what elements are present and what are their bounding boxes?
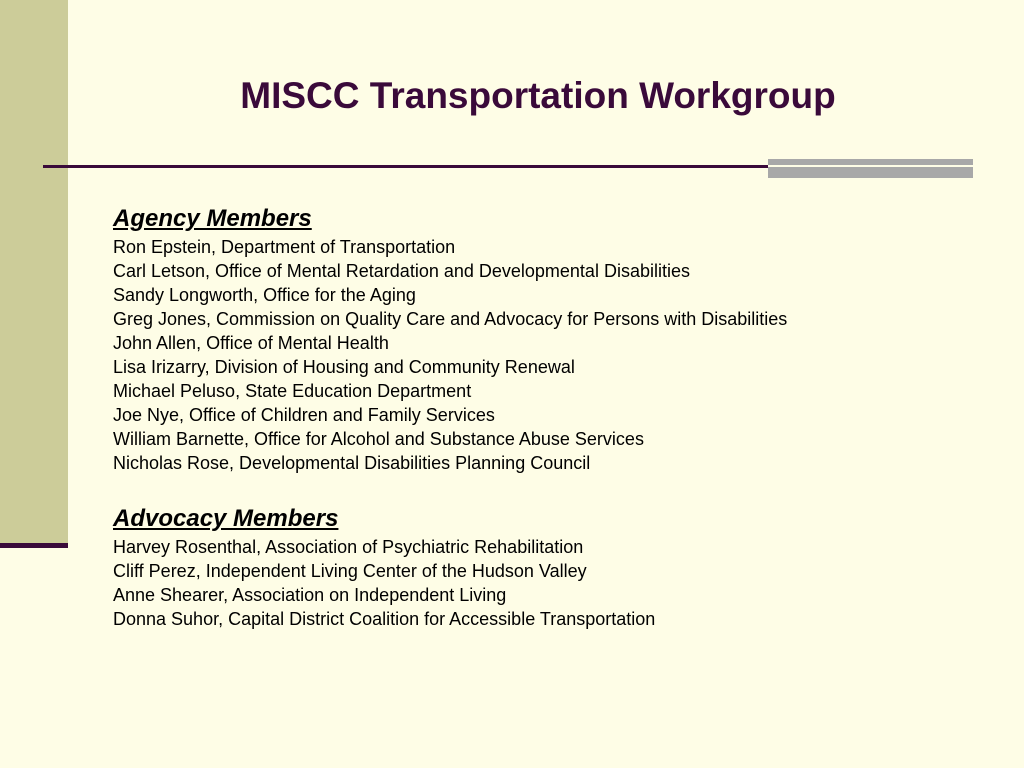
left-sidebar-bar <box>0 0 68 545</box>
list-item: Nicholas Rose, Developmental Disabilities Planning Council <box>113 453 591 473</box>
section-heading-agency: Agency Members <box>113 205 312 232</box>
list-item: Michael Peluso, State Education Department <box>113 381 472 401</box>
list-item: Cliff Perez, Independent Living Center of the Hudson Valley <box>113 561 587 581</box>
section-spacer <box>113 475 1003 503</box>
list-item: William Barnette, Office for Alcohol and Substance Abuse Services <box>113 429 644 449</box>
list-item: Greg Jones, Commission on Quality Care and Advocacy for Persons with Disabilities <box>113 309 788 329</box>
section-heading-advocacy: Advocacy Members <box>113 505 339 532</box>
list-item: Carl Letson, Office of Mental Retardation and Developmental Disabilities <box>113 261 690 281</box>
title-divider-line <box>43 165 768 168</box>
slide-title: MISCC Transportation Workgroup <box>240 75 836 116</box>
slide-content <box>113 203 1003 631</box>
list-item: Harvey Rosenthal, Association of Psychiatric Rehabilitation <box>113 537 584 557</box>
list-item: John Allen, Office of Mental Health <box>113 333 389 353</box>
left-sidebar-accent-line <box>0 543 68 548</box>
gray-bar-top <box>768 159 973 165</box>
list-item: Joe Nye, Office of Children and Family Services <box>113 405 495 425</box>
list-item: Anne Shearer, Association on Independent Living <box>113 585 507 605</box>
title-divider-gray-bars <box>768 159 973 179</box>
list-item: Donna Suhor, Capital District Coalition for Accessible Transportation <box>113 609 656 629</box>
gray-bar-bottom <box>768 167 973 178</box>
list-item: Lisa Irizarry, Division of Housing and Community Renewal <box>113 357 575 377</box>
list-item: Sandy Longworth, Office for the Aging <box>113 285 416 305</box>
list-item: Ron Epstein, Department of Transportation <box>113 237 456 257</box>
